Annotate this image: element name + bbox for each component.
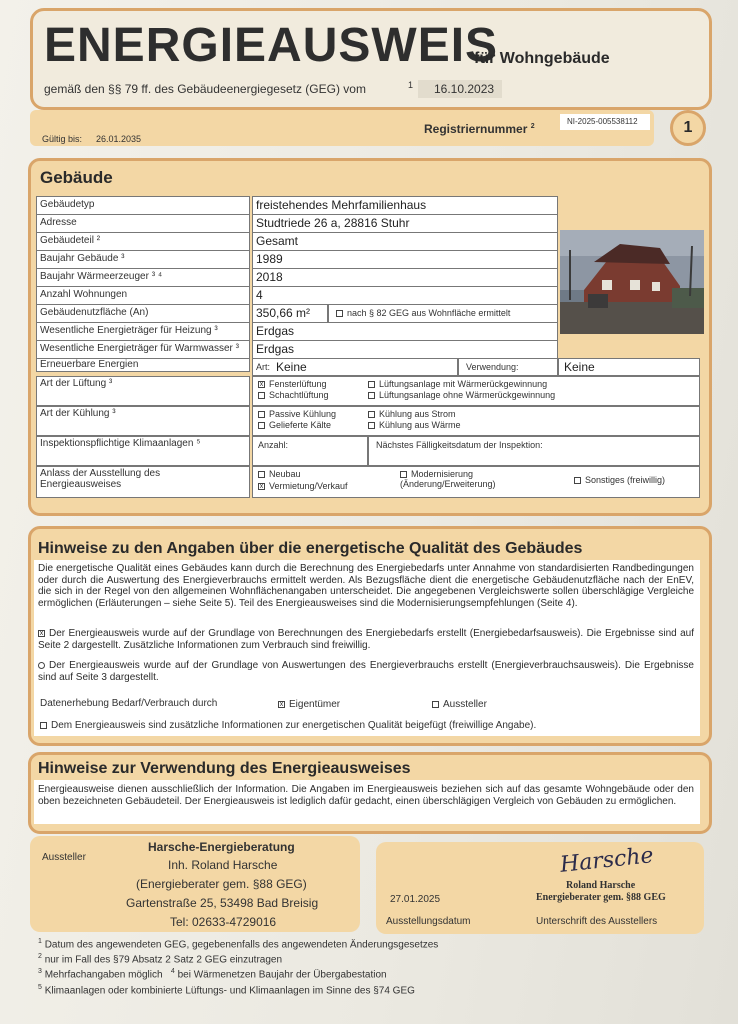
klima-label: Inspektionspflichtige Klimaanlagen ⁵ [40,438,201,449]
hinweise-quality-title: Hinweise zu den Angaben über die energetische Qualität des Gebäudes [38,540,583,557]
checkbox-kuehlung[interactable] [368,422,375,429]
anlass-option: Modernisierung (Änderung/Erweiterung) [400,469,496,489]
law-line: gemäß den §§ 79 ff. des Gebäudeenergiegesetz (GEG) vom [44,82,366,96]
option-eigentuemer: x Eigentümer [279,699,341,710]
gebaeude-row-label: Gebäudenutzfläche (An) [40,307,149,318]
option-zusatz: Dem Energieausweis sind zusätzliche Informationen zur energetischen Qualität beigefügt (freiwillige Angabe). [40,720,536,731]
gebaeude-value-cell [252,340,558,359]
anlass-option: Sonstiges (freiwillig) [574,475,738,485]
option-bedarf: x Der Energieausweis wurde auf der Grundlage von Berechnungen des Energiebedarfs erstellt (Energiebedarfsausweis). Die Ergebnisse sind auf Seite 2 dargestellt. Zusätzliche Informationen zum Verbrauch sind freiwillig. [38,628,694,651]
lueftung-option: x Fensterlüftung [259,379,327,389]
doc-subtitle: für Wohngebäude [474,50,610,67]
aussteller-role: (Energieberater gem. §88 GEG) [136,877,307,891]
valid-label: Gültig bis: [42,134,83,144]
house-image [560,230,704,334]
issue-date-label: Ausstellungsdatum [386,916,471,927]
kuehlung-option: Kühlung aus Wärme [368,420,461,430]
anlass-option: Neubau [258,469,428,479]
valid-date: 26.01.2035 [96,134,142,144]
gebaeude-row-label: Anzahl Wohnungen [40,289,128,300]
footnote-2: $^2$ nur im Fall des §79 Absatz 2 Satz 2 GEG einzutragen [38,953,283,966]
checkbox-kuehlung[interactable] [258,422,265,429]
law-date-value: 16.10.2023 [434,82,495,96]
checkbox-anlass[interactable] [574,477,581,484]
checkbox-anlass[interactable] [400,471,407,478]
gebaeude-row-value: Erdgas [256,342,295,356]
stamp-name: Roland Harsche [566,880,636,891]
lueftung-option: Lüftungsanlage mit Wärmerückgewinnung [368,379,547,389]
verwendung-label: Verwendung: [466,362,519,372]
art-label: Art: [256,362,271,372]
building-photo [560,230,704,334]
checkbox-anlass[interactable]: x [259,483,264,491]
option-aussteller: Aussteller [432,699,487,710]
checkbox-lueftung[interactable]: x [259,381,264,389]
art-value: Keine [276,360,307,374]
gebaeude-row-label: Gebäudetyp [40,199,95,210]
issue-date: 27.01.2025 [390,894,441,905]
signature-label: Unterschrift des Ausstellers [536,916,658,927]
doc-title: ENERGIEAUSWEIS [44,19,499,72]
checkbox-lueftung[interactable] [258,392,265,399]
lueftung-option: Lüftungsanlage ohne Wärmerückgewinnung [368,390,555,400]
verwendung-value: Keine [564,360,595,374]
kuehlung-option: Gelieferte Kälte [258,420,331,430]
checkbox-area-note[interactable] [336,310,343,317]
gebaeude-value-cell [252,322,558,341]
gebaeude-row-value: freistehendes Mehrfamilienhaus [256,198,427,212]
kuehlung-label: Art der Kühlung ³ [40,408,116,419]
gebaeude-row-value: Gesamt [256,234,299,248]
gebaeude-row-label: Wesentliche Energieträger für Heizung ³ [40,325,218,336]
aussteller-label: Aussteller [42,852,86,863]
anlass-label: Anlass der Ausstellung des Energieausweises [40,468,161,490]
gebaeude-row-label: Baujahr Gebäude ³ [40,253,125,264]
page-number: 1 [683,119,693,136]
signature: Harsche [558,843,655,878]
faellig-label: Nächstes Fälligkeitsdatum der Inspektion: [376,440,543,450]
gebaeude-row-value: 4 [256,288,263,302]
kuehlung-option: Kühlung aus Strom [368,409,456,419]
checkbox-eigentuemer[interactable]: x [279,700,284,708]
checkbox-bedarf[interactable]: x [39,629,44,637]
checkbox-kuehlung[interactable] [258,411,265,418]
aussteller-street: Gartenstraße 25, 53498 Bad Breisig [126,896,319,910]
gebaeude-value-cell [252,286,558,305]
gebaeude-value-cell [252,250,558,269]
option-verbrauch: Der Energieausweis wurde auf der Grundlage von Auswertungen des Energieverbrauchs erstellt (Energieverbrauchsausweis). Die Ergebnisse sind auf Seite 3 dargestellt. [38,660,694,683]
renewable-label: Erneuerbare Energien [40,359,139,370]
gebaeude-row-label: Baujahr Wärmeerzeuger ³ ⁴ [40,271,163,282]
checkbox-anlass[interactable] [258,471,265,478]
stamp-role: Energieberater gem. §88 GEG [536,892,666,903]
checkbox-aussteller[interactable] [432,701,439,708]
footnote-3-4: $^3$ Mehrfachangaben möglich $^4$ bei Wärmenetzen Baujahr der Übergabestation [38,968,387,981]
lueftung-label: Art der Lüftung ³ [40,378,113,389]
hinweise-quality-text: Die energetische Qualität eines Gebäudes kann durch die Berechnung des Energiebedarfs unter Annahme von standardisierten Randbedingungen oder durch die Auswertung des Energieverbrauchs ermittelt werden. Als Bezugsfläche dient die energetische Gebäudenutzfläche nach der EnEV, die sich in der Regel von den allgemeinen Wohnflächenangaben unterscheidet. Die angegebenen Vergleichswerte sollen überschlägige Vergleiche ermöglichen (Erläuterungen – siehe Seite 5). Teil des Energieausweises sind die Modernisierungsempfehlungen (Seite 4). [38,563,694,609]
checkbox-verbrauch[interactable] [38,662,45,669]
footnote-5: $^5$ Klimaanlagen oder kombinierte Lüftungs- und Klimaanlagen im Sinne des §74 GEG [38,984,415,997]
gebaeude-row-label: Adresse [40,217,77,228]
footnote-1: $^1$ Datum des angewendeten GEG, gegebenenfalls des angewendeten Änderungsgesetzes [38,938,439,951]
checkbox-zusatz[interactable] [40,722,47,729]
gebaeude-row-value: 350,66 m² [256,306,311,320]
anlass-option: x Vermietung/Verkauf [259,481,348,491]
reg-label: Registriernummer $^2$ [424,122,535,136]
law-sup: 1 [408,80,414,90]
lueftung-option: Schachtlüftung [258,390,329,400]
gebaeude-row-value: 1989 [256,252,283,266]
anzahl-label: Anzahl: [258,440,289,450]
datenerhebung-label: Datenerhebung Bedarf/Verbrauch durch [40,698,218,709]
gebaeude-title: Gebäude [40,168,113,187]
checkbox-lueftung[interactable] [368,381,375,388]
aussteller-owner: Inh. Roland Harsche [168,858,278,872]
page-number-badge [670,110,706,146]
kuehlung-option: Passive Kühlung [258,409,336,419]
area-note: nach § 82 GEG aus Wohnfläche ermittelt [336,308,510,318]
reg-number: NI-2025-005538112 [567,117,638,126]
gebaeude-row-label: Wesentliche Energieträger für Warmwasser ³ [40,343,239,354]
hinweise-usage-text: Energieausweise dienen ausschließlich der Information. Die Angaben im Energieausweis beziehen sich auf das gesamte Wohngebäude oder den oben bezeichneten Gebäudeteil. Der Energieausweis ist lediglich dafür gedacht, einen überschlägigen Vergleich von Gebäuden zu ermöglichen. [38,784,694,807]
gebaeude-row-value: 2018 [256,270,283,284]
hinweise-usage-title: Hinweise zur Verwendung des Energieausweises [38,760,411,777]
gebaeude-value-cell [252,268,558,287]
checkbox-kuehlung[interactable] [368,411,375,418]
aussteller-phone: Tel: 02633-4729016 [170,915,277,929]
gebaeude-row-label: Gebäudeteil ² [40,235,101,246]
aussteller-name: Harsche-Energieberatung [148,840,295,854]
gebaeude-row-value: Studtriede 26 a, 28816 Stuhr [256,216,410,230]
checkbox-lueftung[interactable] [368,392,375,399]
gebaeude-row-value: Erdgas [256,324,295,338]
